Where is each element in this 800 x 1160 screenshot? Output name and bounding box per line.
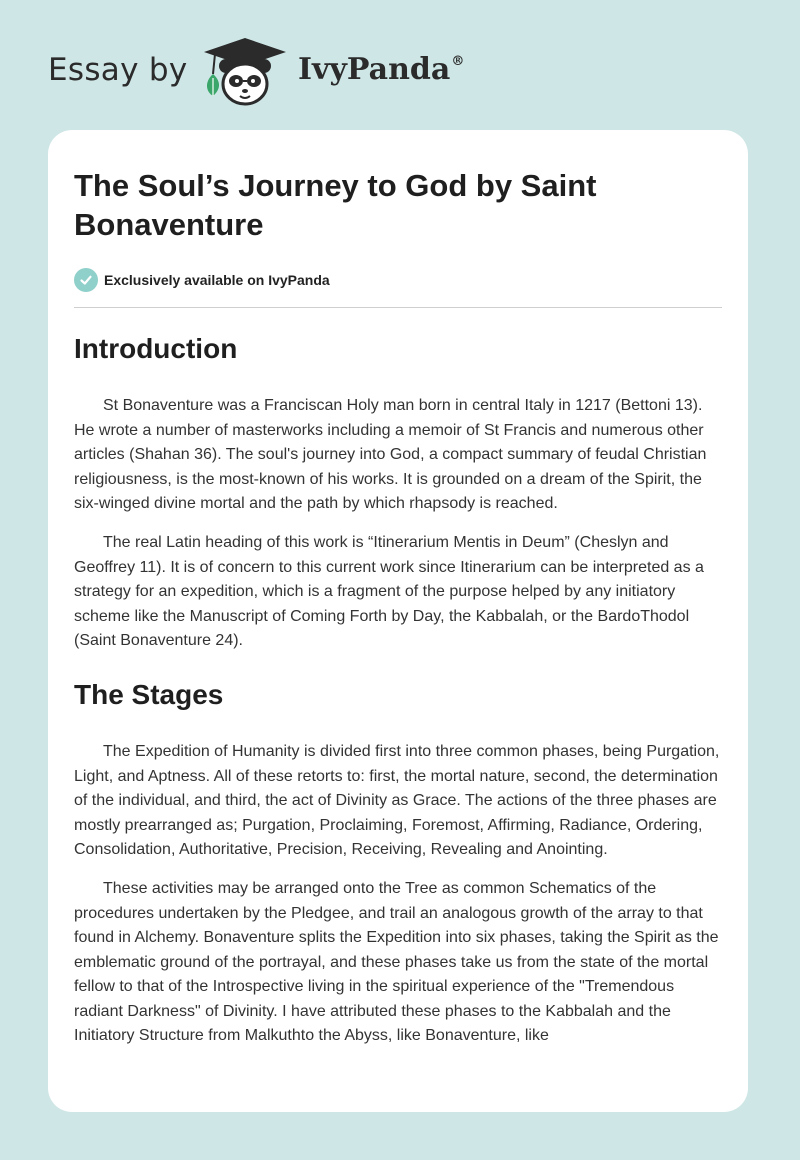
paragraph: St Bonaventure was a Franciscan Holy man born in central Italy in 1217 (Bettoni 13). He wrote a number of masterworks including a memoir of St Francis and numerous other articles (Shahan 36). The soul's journey into God, a compact summary of feudal Christian religiousness, is the most-known of his works. It is grounded on a dream of the Spirit, the six-winged divine mortal and the path by which rhapsody is reached. xyxy=(74,397,707,513)
divider xyxy=(74,307,722,308)
essay-card xyxy=(48,130,748,1112)
paragraph: The Expedition of Humanity is divided first into three common phases, being Purgation, Light, and Aptness. All of these retorts to: first, the mortal nature, second, the determination of the individual, and third, the act of Divinity as Grace. The actions of the three phases are mostly prearranged as; Purgation, Proclaiming, Foremost, Affirming, Radiance, Ordering, Consolidation, Authoritative, Precision, Receiving, Revealing and Anointing. xyxy=(74,742,720,859)
check-circle-icon xyxy=(74,268,98,292)
registered-mark: ® xyxy=(451,54,465,69)
section-heading-the-stages: The Stages xyxy=(74,678,224,710)
paragraph: The real Latin heading of this work is “Itinerarium Mentis in Deum” (Cheslyn and Geoffrey 11). It is of concern to this current work since Itinerarium can be interpreted as a strategy for an expedition, which is a fragment of the purpose helped by any initiatory scheme like the Manuscript of Coming Forth by Day, the Kabbalah, or the BardoThodol (Saint Bonaventure 24). xyxy=(74,533,704,650)
section-heading-introduction: Introduction xyxy=(74,333,238,364)
essay-title: The Soul’s Journey to God by Saint Bonaventure xyxy=(74,168,597,242)
exclusive-badge xyxy=(74,266,722,294)
site-header xyxy=(48,36,508,106)
panda-graduate-logo-icon xyxy=(200,36,290,108)
brand-name: IvyPanda® xyxy=(298,52,465,87)
paragraph: These activities may be arranged onto the Tree as common Schematics of the procedures undertaken by the Pledgee, and trail an analogous growth of the array to that found in Alchemy. Bonaventure splits the Expedition into six phases, taking the Spirit as the emblematic ground of the portrayal, and these phases take us from the state of the mortal fellow to that of the Introspective living in the spiritual experience of the "Tremendous radiant Darkness" of Divinity. I have attributed these phases to the Kabbalah and the Initiatory Structure from Malkuthto the Abyss, like Bonaventure, like xyxy=(74,879,719,1045)
exclusive-badge-text: Exclusively available on IvyPanda xyxy=(104,272,330,288)
essay-by-label: Essay by xyxy=(48,52,188,88)
